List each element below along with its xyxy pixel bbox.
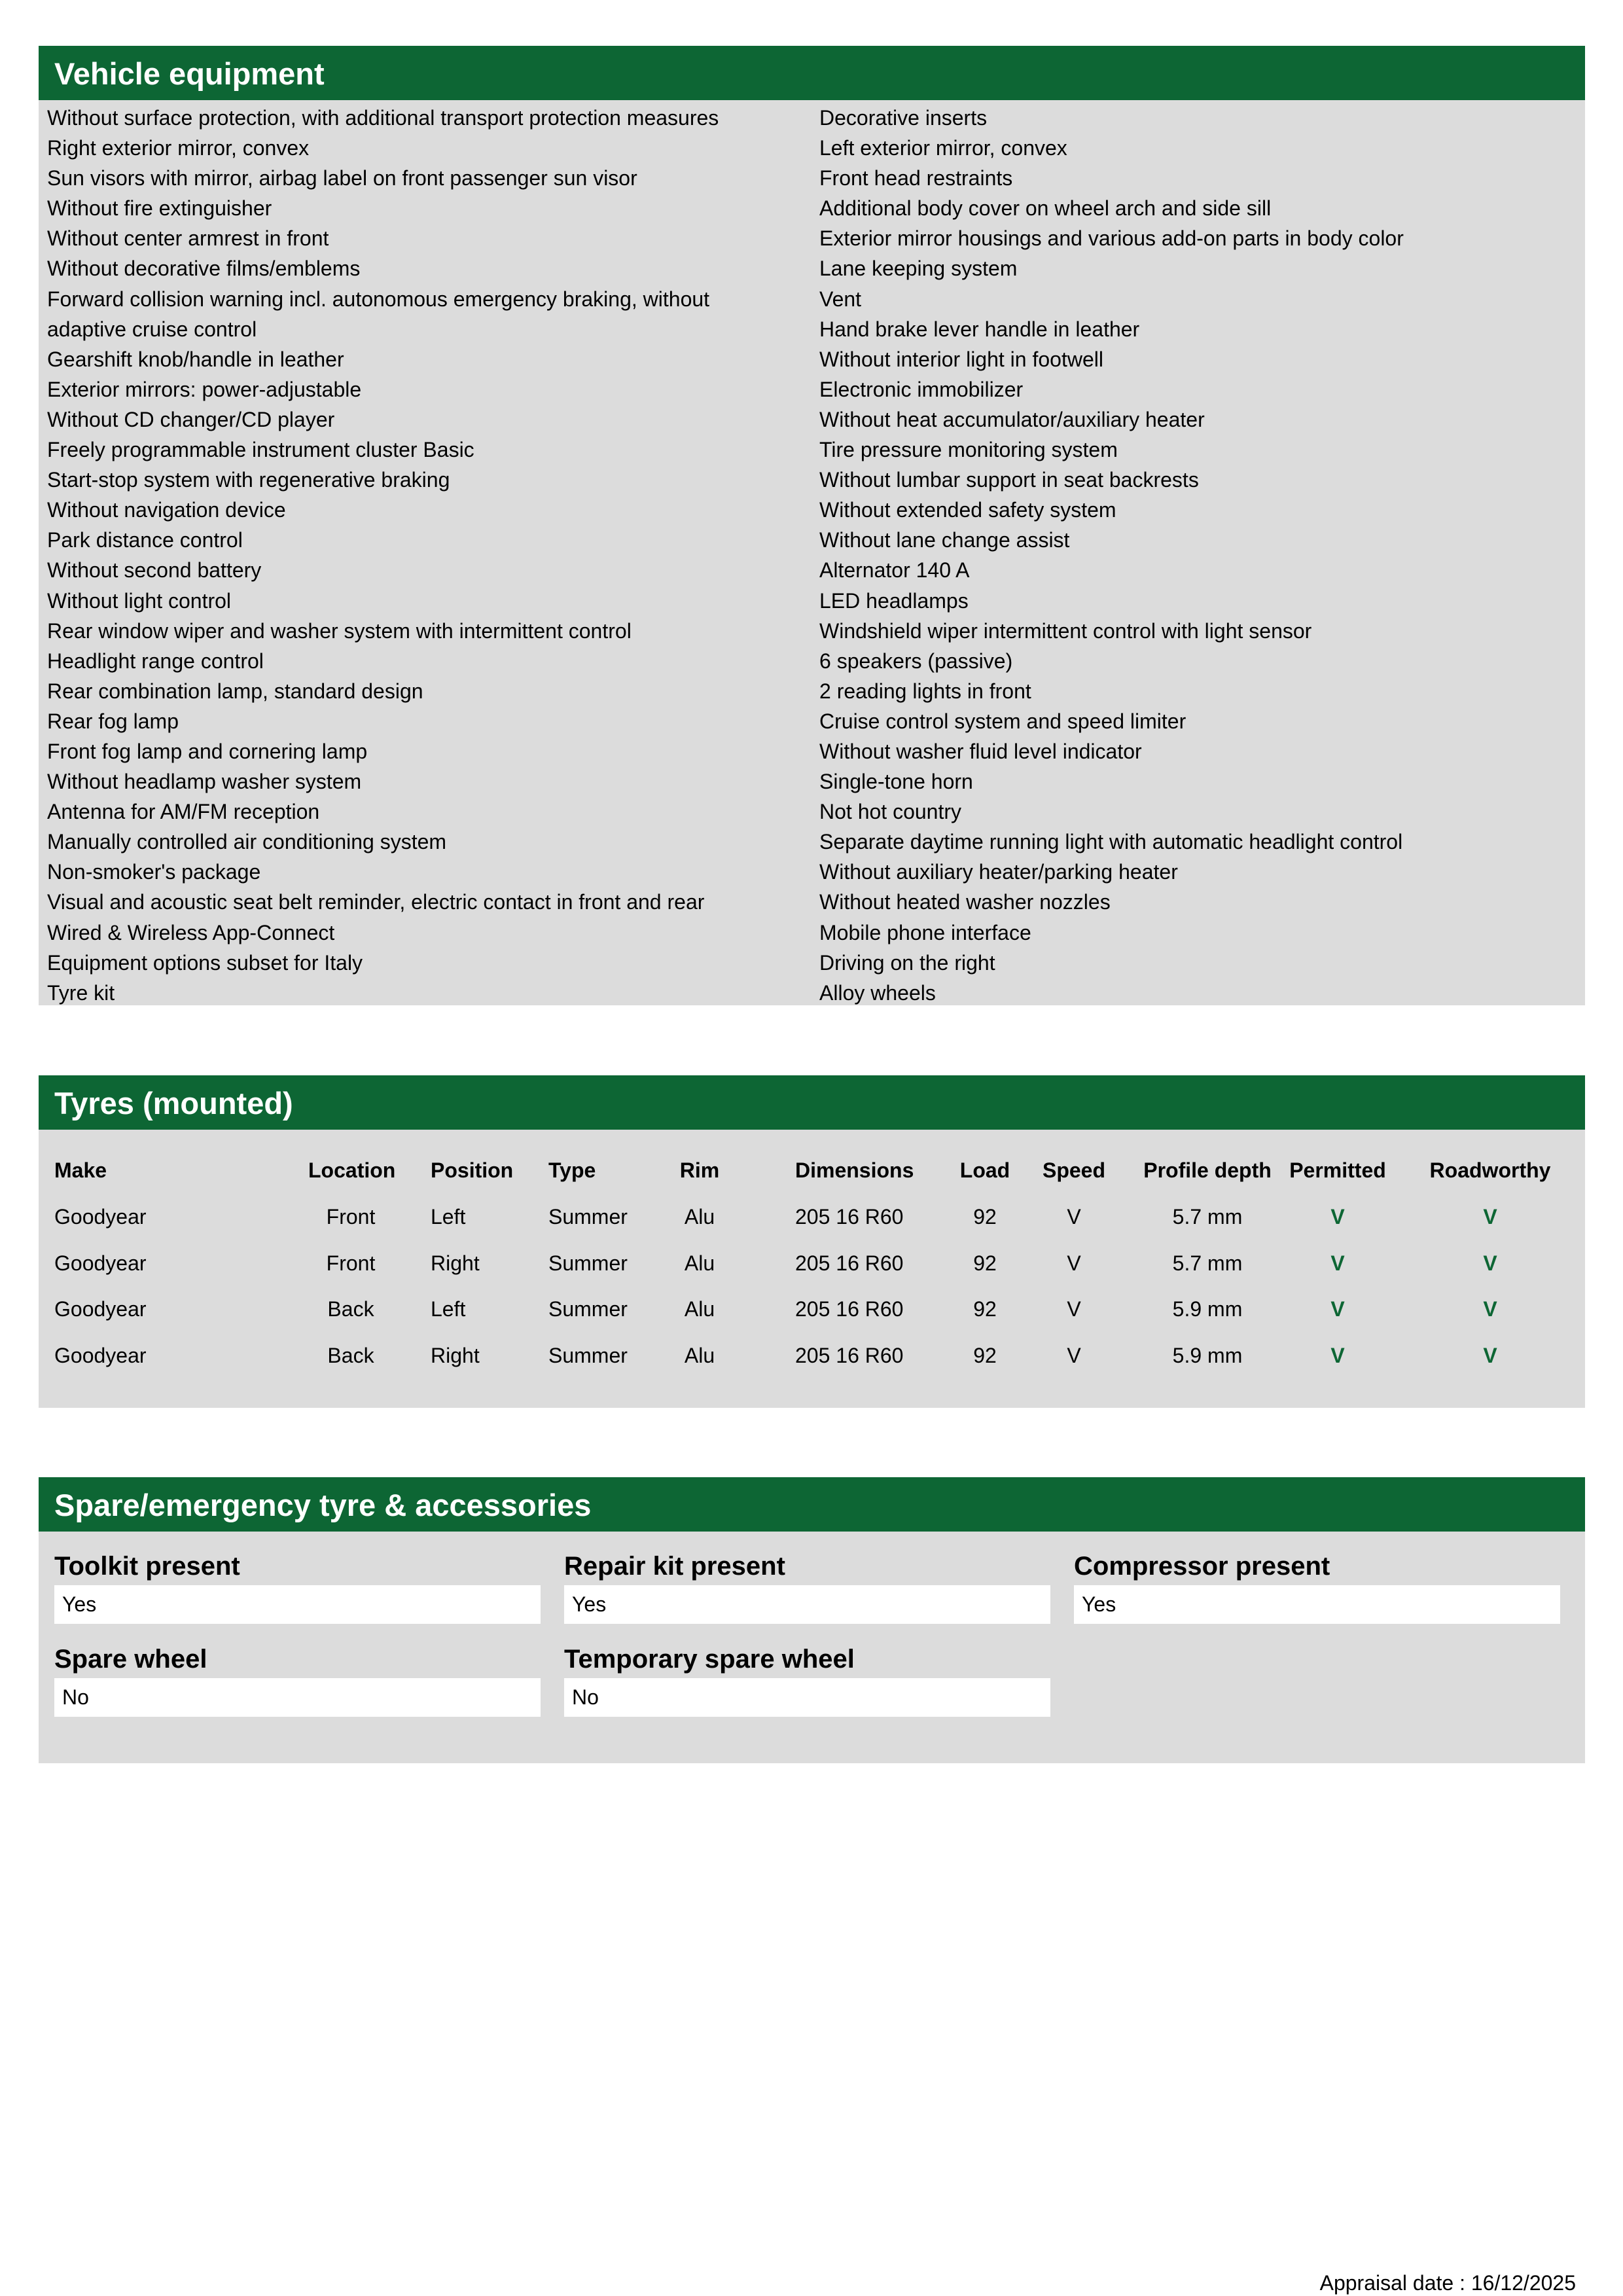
equipment-item: Without navigation device [47,498,286,522]
cell-permitted-check: V [1330,1344,1345,1367]
equipment-item: Without second battery [47,558,262,583]
equipment-item: Single-tone horn [819,770,973,794]
equipment-item: Visual and acoustic seat belt reminder, electric contact in front and rear [47,890,705,914]
tyres-section [39,1075,1585,1408]
equipment-item: Without extended safety system [819,498,1116,522]
cell-dimensions: 205 16 R60 [795,1205,904,1229]
cell-speed: V [1067,1251,1081,1275]
equipment-item: Electronic immobilizer [819,377,1024,401]
equipment-item: Front head restraints [819,166,1013,190]
equipment-item: Separate daytime running light with automatic headlight control [819,830,1403,854]
cell-position: Right [431,1344,480,1367]
cell-position: Right [431,1251,480,1275]
cell-type: Summer [548,1251,628,1275]
equipment-item: Rear combination lamp, standard design [47,679,423,703]
equipment-item: Hand brake lever handle in leather [819,317,1140,341]
cell-location: Back [327,1344,374,1367]
column-header-type: Type [548,1158,596,1182]
cell-type: Summer [548,1297,628,1321]
equipment-item: Alternator 140 A [819,558,970,583]
equipment-item: Without heated washer nozzles [819,890,1111,914]
field-repair-kit-present [564,1547,1050,1624]
equipment-item: Without lane change assist [819,528,1070,552]
tyres-table [39,1130,1585,1408]
field-value: Yes [564,1585,1050,1624]
equipment-item: Front fog lamp and cornering lamp [47,739,368,763]
equipment-item: Rear window wiper and washer system with intermittent control [47,619,632,643]
field-value: Yes [1074,1585,1560,1624]
cell-roadworthy-check: V [1483,1205,1497,1229]
column-header-speed: Speed [1042,1158,1106,1182]
cell-type: Summer [548,1205,628,1229]
cell-make: Goodyear [54,1251,147,1275]
equipment-item: Without center armrest in front [47,226,329,251]
field-label: Spare wheel [54,1645,207,1674]
equipment-item: Vent [819,287,862,311]
cell-speed: V [1067,1344,1081,1367]
vehicle-equipment-section [39,46,1585,1005]
equipment-item: Without lumbar support in seat backrests [819,468,1199,492]
field-label: Toolkit present [54,1552,240,1581]
section-title: Spare/emergency tyre & accessories [39,1477,1585,1532]
cell-location: Back [327,1297,374,1321]
field-label: Repair kit present [564,1552,785,1581]
field-value: Yes [54,1585,541,1624]
cell-type: Summer [548,1344,628,1367]
field-temporary-spare-wheel [564,1640,1050,1717]
cell-speed: V [1067,1297,1081,1321]
cell-profile-depth: 5.7 mm [1172,1251,1243,1275]
equipment-item: 2 reading lights in front [819,679,1031,703]
field-toolkit-present [54,1547,541,1624]
equipment-item: Without decorative films/emblems [47,257,361,281]
cell-position: Left [431,1297,466,1321]
equipment-item: Without interior light in footwell [819,347,1103,371]
cell-rim: Alu [684,1251,715,1275]
field-compressor-present [1074,1547,1560,1624]
equipment-item: Without auxiliary heater/parking heater [819,860,1178,884]
equipment-item: LED headlamps [819,588,969,613]
equipment-item: Freely programmable instrument cluster Basic [47,438,474,462]
cell-make: Goodyear [54,1205,147,1229]
equipment-item: Mobile phone interface [819,920,1031,944]
cell-rim: Alu [684,1344,715,1367]
equipment-item: Without fire extinguisher [47,196,272,221]
cell-load: 92 [973,1297,997,1321]
equipment-item: Antenna for AM/FM reception [47,800,320,824]
column-header-permitted: Permitted [1289,1158,1386,1182]
equipment-item: Wired & Wireless App-Connect [47,920,335,944]
equipment-item: Gearshift knob/handle in leather [47,347,344,371]
column-header-rim: Rim [679,1158,720,1182]
cell-profile-depth: 5.7 mm [1172,1205,1243,1229]
cell-position: Left [431,1205,466,1229]
column-header-position: Position [431,1158,514,1182]
cell-roadworthy-check: V [1483,1297,1497,1321]
equipment-item: Forward collision warning incl. autonomous emergency braking, without adaptive cruise control [47,287,710,341]
equipment-item: Rear fog lamp [47,709,179,733]
equipment-item: Left exterior mirror, convex [819,136,1067,160]
section-title: Tyres (mounted) [39,1075,1585,1130]
equipment-item: Sun visors with mirror, airbag label on front passenger sun visor [47,166,637,190]
column-header-dimensions: Dimensions [795,1158,914,1182]
column-header-make: Make [54,1158,107,1182]
cell-location: Front [326,1251,376,1275]
field-spare-wheel [54,1640,541,1717]
equipment-item: Not hot country [819,800,961,824]
column-header-location: Location [308,1158,396,1182]
equipment-item: Driving on the right [819,950,995,975]
cell-dimensions: 205 16 R60 [795,1251,904,1275]
cell-permitted-check: V [1330,1205,1345,1229]
equipment-item: Exterior mirrors: power-adjustable [47,377,362,401]
equipment-item: Tyre kit [47,980,115,1005]
equipment-item: Tire pressure monitoring system [819,438,1118,462]
equipment-item: Without CD changer/CD player [47,407,335,431]
cell-load: 92 [973,1344,997,1367]
section-title: Vehicle equipment [39,46,1585,100]
field-label: Compressor present [1074,1552,1330,1581]
field-value: No [54,1678,541,1717]
cell-rim: Alu [684,1205,715,1229]
equipment-item: Additional body cover on wheel arch and side sill [819,196,1272,221]
equipment-item: Right exterior mirror, convex [47,136,310,160]
cell-speed: V [1067,1205,1081,1229]
equipment-item: Park distance control [47,528,243,552]
equipment-item: Headlight range control [47,649,264,673]
cell-location: Front [326,1205,376,1229]
equipment-item: Decorative inserts [819,106,988,130]
cell-permitted-check: V [1330,1297,1345,1321]
cell-make: Goodyear [54,1344,147,1367]
field-value: No [564,1678,1050,1717]
appraisal-date: Appraisal date : 16/12/2025 [1319,2271,1576,2295]
cell-rim: Alu [684,1297,715,1321]
equipment-item: Without washer fluid level indicator [819,739,1142,763]
equipment-item: Start-stop system with regenerative braking [47,468,450,492]
cell-profile-depth: 5.9 mm [1172,1344,1243,1367]
equipment-item: Cruise control system and speed limiter [819,709,1186,733]
cell-load: 92 [973,1251,997,1275]
column-header-roadworthy: Roadworthy [1429,1158,1551,1182]
column-header-load: Load [959,1158,1010,1182]
equipment-item: Equipment options subset for Italy [47,950,363,975]
field-label: Temporary spare wheel [564,1645,855,1674]
equipment-item: Lane keeping system [819,257,1018,281]
cell-profile-depth: 5.9 mm [1172,1297,1243,1321]
equipment-item: Windshield wiper intermittent control with light sensor [819,619,1312,643]
equipment-list-right [811,103,1585,1008]
spare-accessories-section [39,1477,1585,1763]
column-header-profile-depth: Profile depth [1143,1158,1272,1182]
equipment-item: Without light control [47,588,232,613]
cell-dimensions: 205 16 R60 [795,1297,904,1321]
equipment-item: Without surface protection, with additional transport protection measures [47,106,719,130]
equipment-list-left [39,103,811,1008]
equipment-item: Manually controlled air conditioning system [47,830,447,854]
equipment-item: Alloy wheels [819,980,936,1005]
equipment-item: Without headlamp washer system [47,770,362,794]
cell-roadworthy-check: V [1483,1344,1497,1367]
equipment-item: Exterior mirror housings and various add-on parts in body color [819,226,1404,251]
cell-load: 92 [973,1205,997,1229]
cell-permitted-check: V [1330,1251,1345,1275]
cell-make: Goodyear [54,1297,147,1321]
equipment-item: Non-smoker's package [47,860,261,884]
cell-roadworthy-check: V [1483,1251,1497,1275]
cell-dimensions: 205 16 R60 [795,1344,904,1367]
equipment-item: 6 speakers (passive) [819,649,1013,673]
equipment-item: Without heat accumulator/auxiliary heater [819,407,1205,431]
